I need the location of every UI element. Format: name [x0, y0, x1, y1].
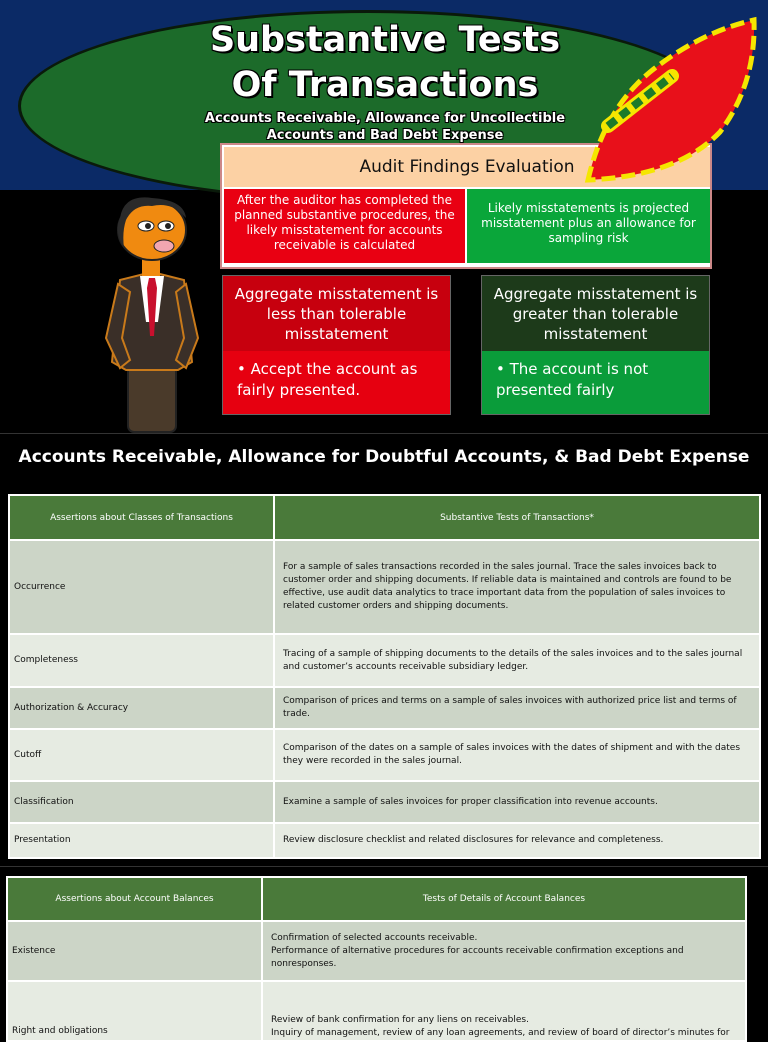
test-cell	[262, 921, 746, 981]
accept-account-bullet: • Accept the account as fairly presented.	[237, 360, 418, 399]
assertion-cell: Existence	[7, 921, 262, 981]
table-row	[7, 921, 746, 981]
aggregate-less-than-heading: Aggregate misstatement is less than tolerable misstatement	[223, 276, 450, 351]
table-row	[9, 729, 760, 781]
table-header-tests: Substantive Tests of Transactions*	[274, 495, 760, 540]
balances-assertions-table	[6, 876, 747, 1042]
subtitle-line-2: Accounts and Bad Debt Expense	[266, 128, 504, 143]
slide2-title: Accounts Receivable, Allowance for Doubtful Accounts, & Bad Debt Expense	[18, 447, 750, 467]
test-cell: For a sample of sales transactions recorded in the sales journal. Trace the sales invoices back to customer order and shipping documents. If reliable data is maintained and controls are found to be effective, use audit data analytics to trace important data from the population of sales invoices to related customer orders and shipping documents.	[274, 540, 760, 634]
test-line: Confirmation of selected accounts receivable.	[271, 932, 478, 943]
aggregate-greater-than-box	[481, 275, 710, 415]
title-line-2: Of Transactions	[231, 65, 539, 105]
test-line: Review of bank confirmation for any liens on receivables.	[271, 1015, 529, 1025]
test-line: Performance of alternative procedures for accounts receivable confirmation exceptions and nonresponses.	[271, 945, 684, 969]
table-row	[9, 823, 760, 858]
table-row	[9, 634, 760, 687]
subtitle-line-1: Accounts Receivable, Allowance for Uncollectible	[204, 111, 566, 126]
assertion-cell: Occurrence	[9, 540, 274, 634]
table-header-tests: Tests of Details of Account Balances	[262, 877, 746, 921]
table-header-assertions: Assertions about Account Balances	[7, 877, 262, 921]
test-line: Inquiry of management, review of any loan agreements, and review of board of director’s minutes for	[271, 1028, 730, 1038]
not-fairly-presented-bullet: • The account is not presented fairly	[496, 360, 649, 399]
test-cell: Comparison of the dates on a sample of sales invoices with the dates of shipment and with the dates they were recorded in the sales journal.	[274, 729, 760, 781]
slide-transaction-assertions	[0, 433, 768, 865]
table-row	[9, 781, 760, 823]
transactions-assertions-table	[8, 494, 761, 859]
test-cell	[262, 981, 746, 1041]
evaluation-heading: Audit Findings Evaluation	[224, 147, 710, 187]
aggregate-less-than-box	[222, 275, 451, 415]
title-line-1: Substantive Tests	[209, 20, 561, 60]
table-header-assertions: Assertions about Classes of Transactions	[9, 495, 274, 540]
test-cell: Review disclosure checklist and related disclosures for relevance and completeness.	[274, 823, 760, 858]
test-cell: Examine a sample of sales invoices for proper classification into revenue accounts.	[274, 781, 760, 823]
auditor-mouth	[154, 240, 174, 252]
slide-substantive-tests	[0, 0, 768, 432]
test-cell: Comparison of prices and terms on a sample of sales invoices with authorized price list and terms of trade.	[274, 687, 760, 729]
evaluation-calculation-text: After the auditor has completed the planned substantive procedures, the likely misstatement for accounts receivable is calculated	[224, 189, 465, 263]
assertion-cell: Presentation	[9, 823, 274, 858]
assertion-cell: Cutoff	[9, 729, 274, 781]
aggregate-greater-than-heading: Aggregate misstatement is greater than tolerable misstatement	[482, 276, 709, 351]
assertion-cell: Completeness	[9, 634, 274, 687]
assertion-cell: Classification	[9, 781, 274, 823]
test-cell: Tracing of a sample of shipping documents to the details of the sales invoices and to the sales journal and customer’s accounts receivable subsidiary ledger.	[274, 634, 760, 687]
auditor-legs	[128, 362, 176, 432]
table-row	[9, 540, 760, 634]
assertion-cell: Authorization & Accuracy	[9, 687, 274, 729]
slide-balance-assertions	[0, 866, 768, 1038]
evaluation-likely-misstatement-text: Likely misstatements is projected misstatement plus an allowance for sampling risk	[467, 189, 710, 263]
table-row	[7, 981, 746, 1041]
table-row	[9, 687, 760, 729]
auditor-figure	[100, 192, 212, 432]
leaf-icon	[580, 14, 760, 188]
assertion-cell: Right and obligations	[7, 981, 262, 1041]
